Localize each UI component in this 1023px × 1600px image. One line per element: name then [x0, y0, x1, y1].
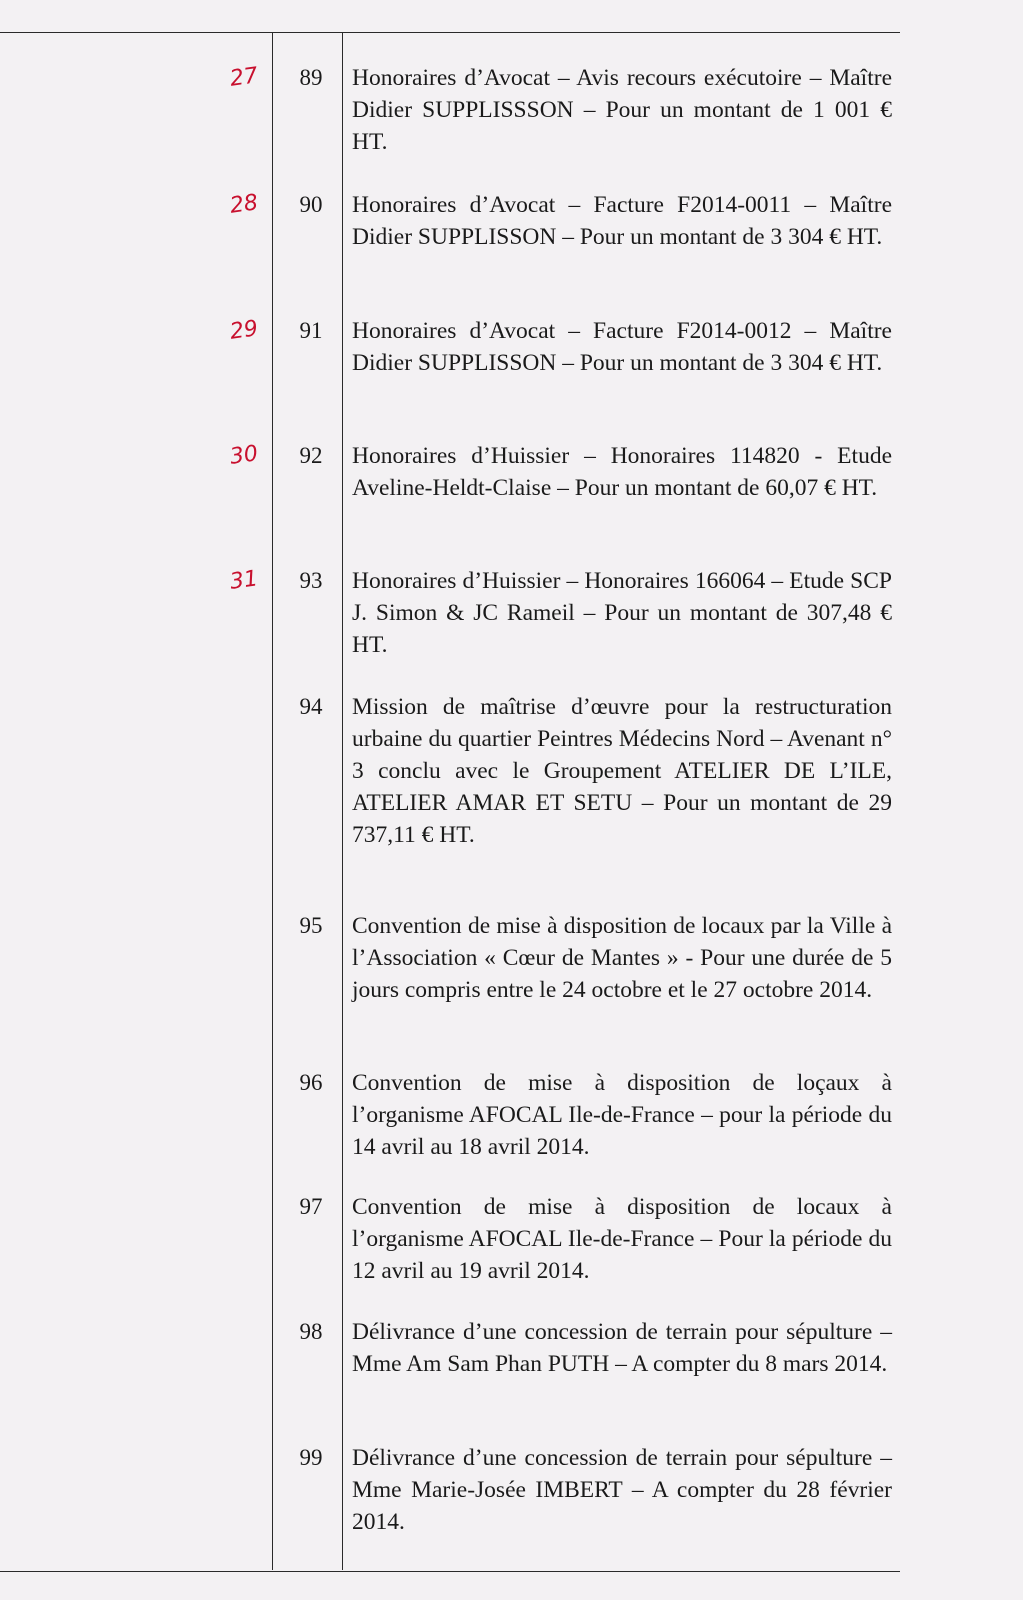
item-number: 94 — [299, 694, 323, 719]
item-text: Honoraires d’Huissier – Honoraires 114820 - Etude Aveline-Heldt-Claise – Pour un montant de 60,07 € HT. — [352, 443, 892, 501]
handwritten-mark: 31 — [228, 566, 260, 595]
item-number: 96 — [299, 1070, 323, 1095]
item-number: 89 — [299, 65, 323, 90]
item-text: Mission de maîtrise d’œuvre pour la restructuration urbaine du quartier Peintres Médecins Nord – Avenant n° 3 conclu avec le Groupement ATELIER DE L’ILE, ATELIER AMAR ET SETU – Pour un montant de 29 737,11 € HT. — [352, 694, 892, 848]
item-number: 90 — [299, 192, 323, 217]
handwritten-mark: 27 — [228, 63, 260, 92]
item-text: Honoraires d’Avocat – Facture F2014-0011 – Maître Didier SUPPLISSON – Pour un montant de 3 304 € HT. — [352, 192, 892, 250]
item-text: Délivrance d’une concession de terrain pour sépulture – Mme Marie-Josée IMBERT – A compter du 28 février 2014. — [352, 1445, 892, 1535]
item-number: 92 — [299, 443, 323, 468]
item-text: Honoraires d’Avocat – Facture F2014-0012 – Maître Didier SUPPLISSON – Pour un montant de 3 304 € HT. — [352, 318, 892, 376]
item-number: 93 — [299, 568, 323, 593]
handwritten-mark: 29 — [228, 316, 260, 345]
item-text: Convention de mise à disposition de locaux à l’organisme AFOCAL Ile-de-France – Pour la période du 12 avril au 19 avril 2014. — [352, 1194, 892, 1284]
item-number: 98 — [299, 1319, 323, 1344]
item-number: 91 — [299, 318, 323, 343]
item-text: Honoraires d’Avocat – Avis recours exécutoire – Maître Didier SUPPLISSSON – Pour un montant de 1 001 € HT. — [352, 65, 892, 155]
item-number: 95 — [299, 913, 323, 938]
item-text: Convention de mise à disposition de loçaux à l’organisme AFOCAL Ile-de-France – pour la période du 14 avril au 18 avril 2014. — [352, 1070, 892, 1160]
item-text: Convention de mise à disposition de locaux par la Ville à l’Association « Cœur de Mantes » - Pour une durée de 5 jours compris entre le 24 octobre et le 27 octobre 2014. — [352, 913, 892, 1003]
item-number: 99 — [299, 1445, 323, 1470]
column-divider-left — [272, 32, 273, 1570]
handwritten-mark: 30 — [228, 441, 260, 470]
handwritten-mark: 28 — [228, 190, 260, 219]
item-text: Honoraires d’Huissier – Honoraires 166064 – Etude SCP J. Simon & JC Rameil – Pour un montant de 307,48 € HT. — [352, 568, 892, 658]
item-text: Délivrance d’une concession de terrain pour sépulture – Mme Am Sam Phan PUTH – A compter du 8 mars 2014. — [352, 1319, 892, 1377]
item-number: 97 — [299, 1194, 323, 1219]
